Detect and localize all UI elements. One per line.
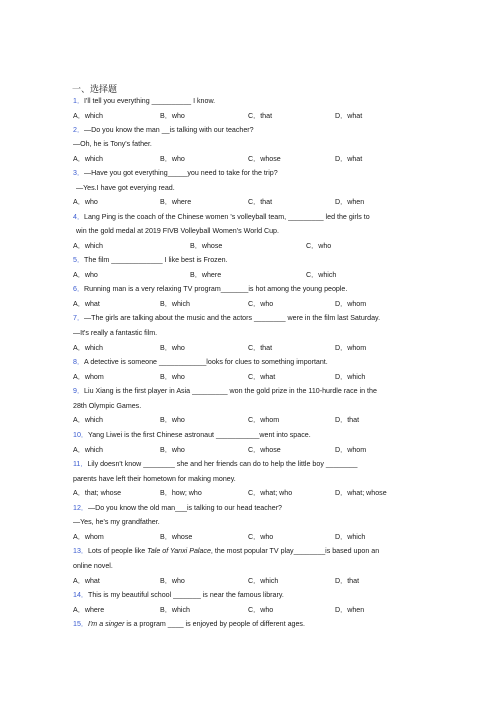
question-2 bbox=[73, 126, 254, 135]
option-a[interactable]: A．which bbox=[73, 344, 103, 352]
option-c[interactable]: C．that bbox=[248, 112, 273, 120]
question-number: 10． bbox=[73, 431, 88, 439]
question-number: 7． bbox=[73, 314, 85, 322]
question-text: Lang Ping is the coach of the Chinese women 's volleyball team, _________ led the girls to bbox=[84, 213, 370, 221]
option-b[interactable]: B．where bbox=[160, 198, 192, 206]
option-a[interactable]: A．whom bbox=[73, 373, 104, 381]
question-text-post: , the most popular TV play________is based upon an bbox=[210, 547, 380, 555]
question-text: Yang Liwei is the first Chinese astronaut ___________went into space. bbox=[87, 431, 311, 439]
question-number: 13． bbox=[73, 547, 88, 555]
option-b[interactable]: B．who bbox=[160, 446, 185, 454]
option-c[interactable]: C．what bbox=[248, 373, 276, 381]
question-continuation: —It's really a fantastic film. bbox=[73, 329, 158, 337]
option-a[interactable]: A．what bbox=[73, 300, 100, 308]
question-10 bbox=[73, 431, 311, 440]
question-text: Liu Xiang is the first player in Asia _________ won the gold prize in the 110-hurdle race in the bbox=[84, 387, 377, 395]
question-5 bbox=[73, 256, 228, 265]
question-text: I'll tell you everything __________ I know. bbox=[84, 97, 216, 105]
option-b[interactable]: B．who bbox=[160, 112, 185, 120]
option-c[interactable]: C．that bbox=[248, 198, 273, 206]
question-text-pre: Lots of people like bbox=[87, 547, 148, 555]
option-b[interactable]: B．who bbox=[160, 577, 185, 585]
question-number: 11． bbox=[73, 460, 88, 468]
question-number: 5． bbox=[73, 256, 85, 264]
option-d[interactable]: D．what bbox=[335, 112, 363, 120]
question-number: 1． bbox=[73, 97, 85, 105]
option-a[interactable]: A．which bbox=[73, 155, 103, 163]
option-c[interactable]: C．whose bbox=[248, 446, 281, 454]
option-d[interactable]: D．that bbox=[335, 416, 360, 424]
question-text: —Have you got everything_____you need to take for the trip? bbox=[84, 169, 278, 177]
option-b[interactable]: B．where bbox=[190, 271, 222, 279]
option-d[interactable]: D．what; whose bbox=[335, 489, 387, 497]
option-a[interactable]: A．which bbox=[73, 112, 103, 120]
question-continuation: win the gold medal at 2019 FIVB Volleyball Women's World Cup. bbox=[76, 227, 279, 235]
title-italic: I'm a singer bbox=[87, 620, 125, 628]
question-8 bbox=[73, 358, 328, 367]
question-text: Running man is a very relaxing TV program_______is hot among the young people. bbox=[84, 285, 348, 293]
section-title: 一、选择题 bbox=[72, 84, 118, 94]
question-text: —The girls are talking about the music and the actors ________ were in the film last Saturday. bbox=[84, 314, 381, 322]
option-d[interactable]: D．when bbox=[335, 198, 365, 206]
question-13 bbox=[73, 547, 379, 556]
question-text: Lily doesn't know ________ she and her friends can do to help the little boy ________ bbox=[87, 460, 358, 468]
option-a[interactable]: A．what bbox=[73, 577, 100, 585]
option-d[interactable]: D．whom bbox=[335, 300, 367, 308]
question-number: 2． bbox=[73, 126, 85, 134]
option-c[interactable]: C．which bbox=[306, 271, 337, 279]
question-continuation: —Yes, he's my grandfather. bbox=[73, 518, 160, 526]
option-d[interactable]: D．what bbox=[335, 155, 363, 163]
option-b[interactable]: B．whose bbox=[190, 242, 223, 250]
question-number: 9． bbox=[73, 387, 85, 395]
option-a[interactable]: A．which bbox=[73, 242, 103, 250]
question-15 bbox=[73, 620, 305, 629]
option-c[interactable]: C．who bbox=[248, 606, 274, 614]
option-a[interactable]: A．who bbox=[73, 271, 98, 279]
option-d[interactable]: D．when bbox=[335, 606, 365, 614]
question-14 bbox=[73, 591, 284, 600]
question-12 bbox=[73, 504, 282, 513]
question-7 bbox=[73, 314, 380, 323]
option-a[interactable]: A．which bbox=[73, 446, 103, 454]
option-a[interactable]: A．which bbox=[73, 416, 103, 424]
question-number: 15． bbox=[73, 620, 88, 628]
option-d[interactable]: D．whom bbox=[335, 446, 367, 454]
question-number: 6． bbox=[73, 285, 85, 293]
option-b[interactable]: B．which bbox=[160, 300, 190, 308]
option-c[interactable]: C．whose bbox=[248, 155, 281, 163]
question-number: 14． bbox=[73, 591, 88, 599]
option-b[interactable]: B．who bbox=[160, 344, 185, 352]
question-continuation: online novel. bbox=[73, 562, 113, 570]
option-d[interactable]: D．which bbox=[335, 373, 366, 381]
question-text: —Do you know the old man___is talking to our head teacher? bbox=[87, 504, 282, 512]
question-1 bbox=[73, 97, 215, 106]
option-a[interactable]: A．who bbox=[73, 198, 98, 206]
question-number: 12． bbox=[73, 504, 88, 512]
option-a[interactable]: A．where bbox=[73, 606, 105, 614]
option-c[interactable]: C．which bbox=[248, 577, 279, 585]
option-c[interactable]: C．whom bbox=[248, 416, 280, 424]
option-c[interactable]: C．what; who bbox=[248, 489, 293, 497]
option-d[interactable]: D．that bbox=[335, 577, 360, 585]
question-continuation: —Oh, he is Tony's father. bbox=[73, 140, 152, 148]
question-11 bbox=[73, 460, 357, 469]
question-number: 8． bbox=[73, 358, 85, 366]
option-b[interactable]: B．which bbox=[160, 606, 190, 614]
question-6 bbox=[73, 285, 347, 294]
option-a[interactable]: A．that; whose bbox=[73, 489, 122, 497]
option-d[interactable]: D．which bbox=[335, 533, 366, 541]
option-b[interactable]: B．who bbox=[160, 416, 185, 424]
question-text: —Do you know the man __is talking with our teacher? bbox=[84, 126, 254, 134]
option-c[interactable]: C．who bbox=[306, 242, 332, 250]
option-c[interactable]: C．who bbox=[248, 533, 274, 541]
option-a[interactable]: A．whom bbox=[73, 533, 104, 541]
question-continuation: —Yes.I have got everying read. bbox=[76, 184, 175, 192]
question-number: 3． bbox=[73, 169, 85, 177]
option-b[interactable]: B．whose bbox=[160, 533, 193, 541]
option-c[interactable]: C．who bbox=[248, 300, 274, 308]
question-text: The film _____________ I like best is Frozen. bbox=[84, 256, 228, 264]
question-3 bbox=[73, 169, 278, 178]
question-text: This is my beautiful school _______ is near the famous library. bbox=[87, 591, 284, 599]
question-text-post: is a program ____ is enjoyed by people of different ages. bbox=[124, 620, 305, 628]
question-number: 4． bbox=[73, 213, 85, 221]
option-b[interactable]: B．who bbox=[160, 373, 185, 381]
option-d[interactable]: D．whom bbox=[335, 344, 367, 352]
option-b[interactable]: B．who bbox=[160, 155, 185, 163]
question-continuation: 28th Olympic Games. bbox=[73, 402, 142, 410]
option-c[interactable]: C．that bbox=[248, 344, 273, 352]
question-continuation: parents have left their hometown for making money. bbox=[73, 475, 236, 483]
question-text: A detective is someone ____________looks for clues to something important. bbox=[84, 358, 328, 366]
question-4 bbox=[73, 213, 370, 222]
title-italic: Tale of Yanxi Palace bbox=[147, 547, 211, 555]
question-9 bbox=[73, 387, 377, 396]
option-b[interactable]: B．how; who bbox=[160, 489, 202, 497]
